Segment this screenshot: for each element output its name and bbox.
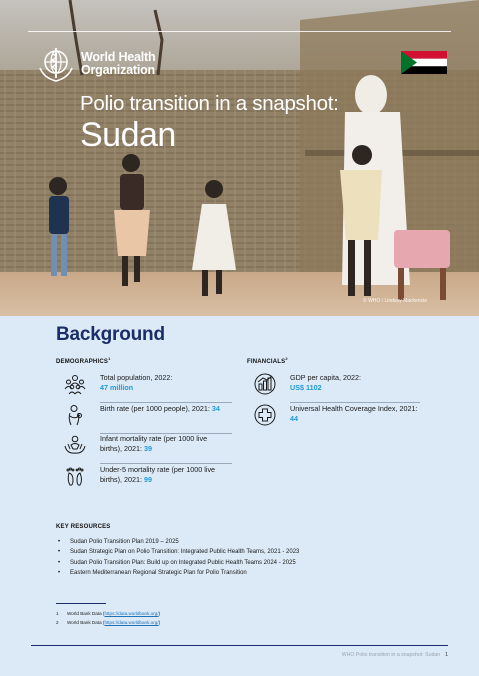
stat-value: 44 (290, 413, 298, 423)
stat-infant-mortality-text (100, 434, 230, 454)
cover-title: Sudan (80, 116, 176, 154)
key-resource-item: • Sudan Strategic Plan on Polio Transition: Integrated Public Health Teams, 2021 - 2023 (56, 547, 299, 557)
footnote-text: World Bank Data ( (67, 611, 105, 616)
stat-value: 39 (143, 443, 152, 453)
people-group-icon (64, 373, 86, 395)
footnote-number: 1 (56, 611, 59, 616)
stat-label: Infant mortality rate (per 1000 live births), 2021: (100, 434, 208, 453)
key-resource-item: • Sudan Polio Transition Plan 2019 – 2025 (56, 537, 299, 547)
who-name-line1: World Health (81, 50, 156, 64)
key-resources-heading: KEY RESOURCES (56, 524, 111, 530)
stat-label: Under-5 mortality rate (per 1000 live births), 2021: (100, 465, 216, 484)
key-resources-list (56, 537, 299, 578)
stat-infant-mortality (64, 434, 232, 464)
photo-credit: © WHO / Lindsay Mackenzie (363, 298, 427, 304)
page-footer (342, 652, 448, 658)
stat-label: GDP per capita, 2022: (290, 373, 361, 382)
background-heading: Background (56, 324, 165, 345)
mother-baby-icon (64, 404, 86, 426)
stat-label: Total population, 2022: (100, 373, 173, 382)
footer-rule (31, 645, 448, 646)
footnote-text: World Bank Data ( (67, 620, 105, 625)
footnote-link[interactable]: https://data.worldbank.org/ (104, 620, 159, 625)
sudan-flag-icon (401, 51, 447, 74)
who-wordmark (81, 51, 155, 77)
key-resource-item: • Sudan Polio Transition Plan: Build up on Integrated Public Health Teams 2024 - 2025 (56, 558, 299, 568)
key-resource-item: • Eastern Mediterranean Regional Strategic Plan for Polio Transition (56, 568, 299, 578)
who-emblem-icon (36, 44, 76, 84)
financials-heading (247, 356, 288, 365)
stat-uhc-index-text (290, 404, 420, 424)
footnote-1 (56, 611, 160, 616)
stat-uhc-index (254, 404, 420, 434)
who-name-line2: Organization (81, 63, 155, 77)
footer-text: WHO Polio transition in a snapshot: Sudan (341, 652, 441, 658)
demographics-heading-text: DEMOGRAPHICS (56, 359, 109, 365)
stat-total-population (64, 373, 232, 403)
demographics-footnote-ref: 1 (108, 356, 111, 361)
stat-birth-rate (64, 404, 232, 434)
who-logo[interactable] (36, 44, 155, 84)
footnote-link[interactable]: https://data.worldbank.org/ (104, 611, 159, 616)
footprints-icon (64, 465, 86, 487)
stat-birth-rate-text (100, 404, 230, 414)
stat-value: 99 (143, 474, 152, 484)
financials-footnote-ref: 2 (285, 356, 288, 361)
stat-divider (290, 402, 420, 403)
stat-under5-mortality (64, 465, 232, 495)
cover-subtitle: Polio transition in a snapshot: (80, 92, 339, 115)
stat-divider (100, 402, 232, 403)
footnote-close: ) (158, 620, 161, 625)
stat-value: 34 (211, 404, 220, 413)
stat-divider (100, 463, 232, 464)
header-rule (28, 31, 451, 32)
financials-heading-text: FINANCIALS (247, 359, 286, 365)
demographics-heading (56, 356, 111, 365)
page-number: 1 (445, 652, 448, 658)
stat-value: US$ 1102 (290, 382, 322, 392)
footnote-2 (56, 620, 160, 625)
medical-cross-icon (254, 404, 276, 426)
stat-label: Universal Health Coverage Index, 2021: (290, 404, 418, 413)
cover-photo (0, 0, 479, 316)
stat-label: Birth rate (per 1000 people), 2021: (100, 404, 210, 413)
stat-gdp-per-capita (254, 373, 420, 403)
stat-gdp-per-capita-text (290, 373, 420, 393)
stat-under5-mortality-text (100, 465, 230, 485)
bar-chart-coin-icon (254, 373, 276, 395)
hands-baby-icon (64, 434, 86, 456)
stat-value: 47 million (100, 382, 134, 392)
footnote-close: ) (158, 611, 161, 616)
stat-total-population-text (100, 373, 230, 393)
footnote-divider (56, 603, 106, 604)
footnote-number: 2 (56, 620, 59, 625)
